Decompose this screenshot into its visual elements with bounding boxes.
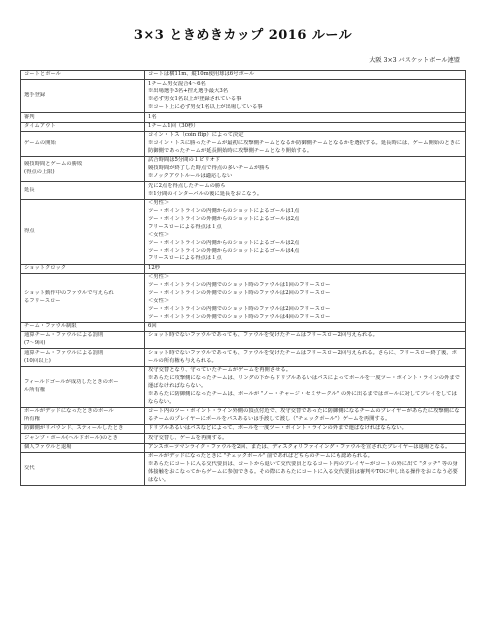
rule-label [21, 199, 145, 264]
rule-label [21, 349, 145, 366]
rule-content-line: 6回 [148, 323, 157, 330]
rule-label-line: 交代 [24, 465, 35, 472]
rule-row [21, 113, 466, 122]
rule-row [21, 273, 466, 322]
rule-content [145, 264, 466, 273]
rule-content-line: 試合時間は5分間の１ピリオド [148, 157, 221, 164]
rule-row [21, 199, 466, 264]
rule-label [21, 157, 145, 182]
rule-row [21, 71, 466, 80]
rule-content-line: ※あらたに攻撃側になったチームは、リングの下からドリブルあるいはパスによってボールを一度ツー・ポイント・ラインの外まで運ばなければならない。 [148, 374, 460, 389]
rule-content-line: ツー・ポイントラインの内側からのショットによるゴールは1点 [148, 207, 300, 214]
rule-label [21, 273, 145, 322]
rule-label-line: (10回以上) [24, 357, 51, 364]
rule-row [21, 157, 466, 182]
rule-content-line: ショット時でないファウルであっても、ファウルを受けたチームはフリースロー2回与えられる。さらに、フリースロー終了後、ボールの所有権も与えられる。 [148, 349, 457, 364]
rule-content-line: フリースローによる得点は１点 [148, 255, 222, 262]
rule-row [21, 122, 466, 131]
rule-label-line: ショット動作中のファウルで与えられ [24, 289, 114, 296]
rule-label-line: (得点の上限) [24, 169, 55, 176]
rule-label [21, 71, 145, 80]
rule-label-line: 通算チーム・ファウルによる罰則 [24, 349, 104, 356]
rule-content [145, 80, 466, 113]
rules-table [20, 70, 466, 486]
rule-content-line: ※あらたに防御側になったチームは、ボールが "ノー・チャージ・セミサークル" の外に出るまではボールに対してプレイをしてはならない。 [148, 390, 457, 405]
rule-label-line: 通算チーム・ファウルによる罰則 [24, 332, 104, 339]
page-title: 3×3 ときめきカップ 2016 ルール [133, 28, 353, 43]
rule-row [21, 425, 466, 434]
rule-label [21, 443, 145, 452]
rule-row [21, 80, 466, 113]
rule-label-line: コートとボール [24, 71, 61, 78]
rule-content [145, 332, 466, 349]
rule-row [21, 264, 466, 273]
rule-content-line: ＜男性＞ [148, 199, 170, 206]
rule-content-line: ショット時でないファウルであっても、ファウルを受けたチームはフリースロー2回与えられる。 [148, 332, 378, 339]
rule-label-line: 延長 [24, 186, 35, 193]
rule-content-line: ※コート上に必ず男女1名以上が出場している事 [148, 104, 263, 111]
rule-label [21, 182, 145, 199]
rule-content [145, 157, 466, 182]
rule-label-line: 所有権 [24, 415, 40, 422]
rule-content-line: ※ノックアウトルールは適応しない [148, 173, 233, 180]
rule-label [21, 122, 145, 131]
rule-content [145, 407, 466, 424]
rule-row [21, 322, 466, 331]
rule-label [21, 322, 145, 331]
rule-label-line: チーム・ファウル制限 [24, 323, 77, 330]
rule-content-line: ＜女性＞ [148, 297, 170, 304]
rule-content-line: ツー・ポイントラインの外側でのショット時のファウルは2回のフリースロー [148, 289, 331, 296]
rule-content [145, 366, 466, 407]
rule-label [21, 332, 145, 349]
rule-content-line: 競技時間が終了した時点で得点の多いチームが勝ち [148, 165, 270, 172]
rule-content-line: ※出場選手3名+控え選手最大3名 [148, 88, 229, 95]
rule-label [21, 80, 145, 113]
rule-content [145, 322, 466, 331]
rule-label-line: 得点 [24, 227, 35, 234]
rule-row [21, 452, 466, 485]
rule-content-line: コイン・トス（coin flip）によって決定 [148, 132, 244, 139]
rule-content [145, 273, 466, 322]
rule-content-line: ツー・ポイントラインの外側でのショット時のファウルは4回のフリースロー [148, 313, 331, 320]
rule-content [145, 122, 466, 131]
rule-label-line: 審判 [24, 113, 35, 120]
rule-label [21, 264, 145, 273]
rule-content-line: コート内のツー・ポイント・ライン外側の頂点付近で、攻守交替であったに防御側になるチームのプレイヤーがあらたに攻撃側になるチームのプレイヤーにボールをパスあるいは手渡して渡し（"チェックボール"）ゲームを再開する。 [148, 407, 460, 422]
rule-content [145, 71, 466, 80]
rule-content-line: ※1分間のインターバルの後に延長をおこなう。 [148, 190, 263, 197]
rule-label [21, 113, 145, 122]
rule-content-line: 先に2点を得点したチームの勝ち [148, 182, 226, 189]
rule-label-line: フィールドゴールが成功したときのボー [24, 378, 119, 385]
rule-row [21, 434, 466, 443]
rule-row [21, 366, 466, 407]
rule-label [21, 425, 145, 434]
rule-content [145, 425, 466, 434]
rule-row [21, 182, 466, 199]
rule-content [145, 132, 466, 157]
rule-content [145, 113, 466, 122]
rule-content-line: ＜女性＞ [148, 231, 170, 238]
rule-content-line: コートは横11m、縦10m使用球は6号ボール [148, 71, 255, 78]
rule-label-line: るフリースロー [24, 297, 61, 304]
rule-label [21, 366, 145, 407]
rule-content-line: ドリブルあるいはパスなどによって、ボールを一度ツー・ポイント・ラインの外まで運ばなければならない。 [148, 425, 407, 432]
rule-label-line: (7～9回) [24, 340, 46, 347]
rule-content-line: アンスポーツマンライク・ファウルを2回、または、ディスクォリファイイング・ファウルを宣されたプレイヤーは退場となる。 [148, 443, 451, 450]
rule-content [145, 349, 466, 366]
rule-content-line: ※必ず男女1名以上が登録されている事 [148, 96, 242, 103]
rule-row [21, 443, 466, 452]
rule-content-line: 12秒 [148, 264, 161, 271]
rule-content [145, 452, 466, 485]
rule-content-line: ツー・ポイントラインの内側からのショットによるゴールは2点 [148, 239, 300, 246]
rule-label-line: ゲームの開始 [24, 140, 56, 147]
rule-content-line: 攻守交替となり、守っていたチームがゲームを再開させる。 [148, 366, 292, 373]
rule-label-line: ショットクロック [24, 264, 67, 271]
rule-label [21, 452, 145, 485]
rule-content [145, 434, 466, 443]
rule-content-line: 攻守交替し、ゲームを再開する。 [148, 434, 228, 441]
rule-content-line: ボールがデッドになったときに "チェックボール" 前であればどちらのチームにも認められる。 [148, 453, 373, 460]
rule-row [21, 132, 466, 157]
rule-content-line: ツー・ポイントラインの内側でのショット時のファウルは1回のフリースロー [148, 282, 331, 288]
rule-label-line: 選手登録 [24, 92, 46, 99]
rule-label [21, 434, 145, 443]
rule-content-line: ＜男性＞ [148, 274, 170, 281]
rule-label-line: 個人ファウルと退場 [24, 443, 72, 450]
rule-content-line: ツー・ポイントラインの内側でのショット時のファウルは2回のフリースロー [148, 305, 331, 312]
rule-content-line: 1チーム男女混合4～6名 [148, 80, 206, 87]
rule-label-line: ル所有権 [24, 386, 46, 393]
rule-content-line: ツー・ポイントラインの外側からのショットによるゴールは4点 [148, 247, 300, 254]
rule-label [21, 132, 145, 157]
rule-row [21, 349, 466, 366]
rule-content-line: フリースローによる得点は１点 [148, 223, 222, 230]
rule-content [145, 199, 466, 264]
rules-table-body [21, 71, 466, 486]
organizer-name: 大阪 3×3 バスケットボール連盟 [369, 57, 460, 64]
rule-content-line: 1名 [148, 113, 157, 120]
rule-content-line: ※あらたにコートに入る交代要員は、コートから退いて交代要員となるコート内のプレイヤーがコートの外に出て "タッチ" 等の身体接触をおこなってからゲームに参加できる。その際にあらたにコートに入る交代要員は審判やTOに申し出る操作をおこなう必要はない。 [148, 461, 458, 483]
rule-content [145, 182, 466, 199]
rule-content-line: 1チーム1回（30秒） [148, 122, 199, 129]
rule-label-line: ボールがデッドになったときのボール [24, 407, 114, 414]
rule-label [21, 407, 145, 424]
rule-label-line: ジャンプ・ボール(ヘルドボール)のとき [24, 434, 118, 441]
rule-row [21, 332, 466, 349]
rule-content [145, 443, 466, 452]
rule-row [21, 407, 466, 424]
rule-label-line: 防御側がリバウンド、スティールしたとき [24, 425, 124, 432]
rule-label-line: 競技時間とゲームの勝敗 [24, 161, 83, 168]
rule-content-line: ※コイン・トスに勝ったチームが最初に攻撃側チームとなるか防御側チームとなるかを選択する。延長時には、ゲーム開始のときに防御側であったチームが延長開始時に攻撃側チームとなり開始する。 [148, 140, 461, 155]
rule-content-line: ツー・ポイントラインの外側からのショットによるゴールは2点 [148, 215, 300, 222]
rule-label-line: タイムアウト [24, 122, 56, 129]
